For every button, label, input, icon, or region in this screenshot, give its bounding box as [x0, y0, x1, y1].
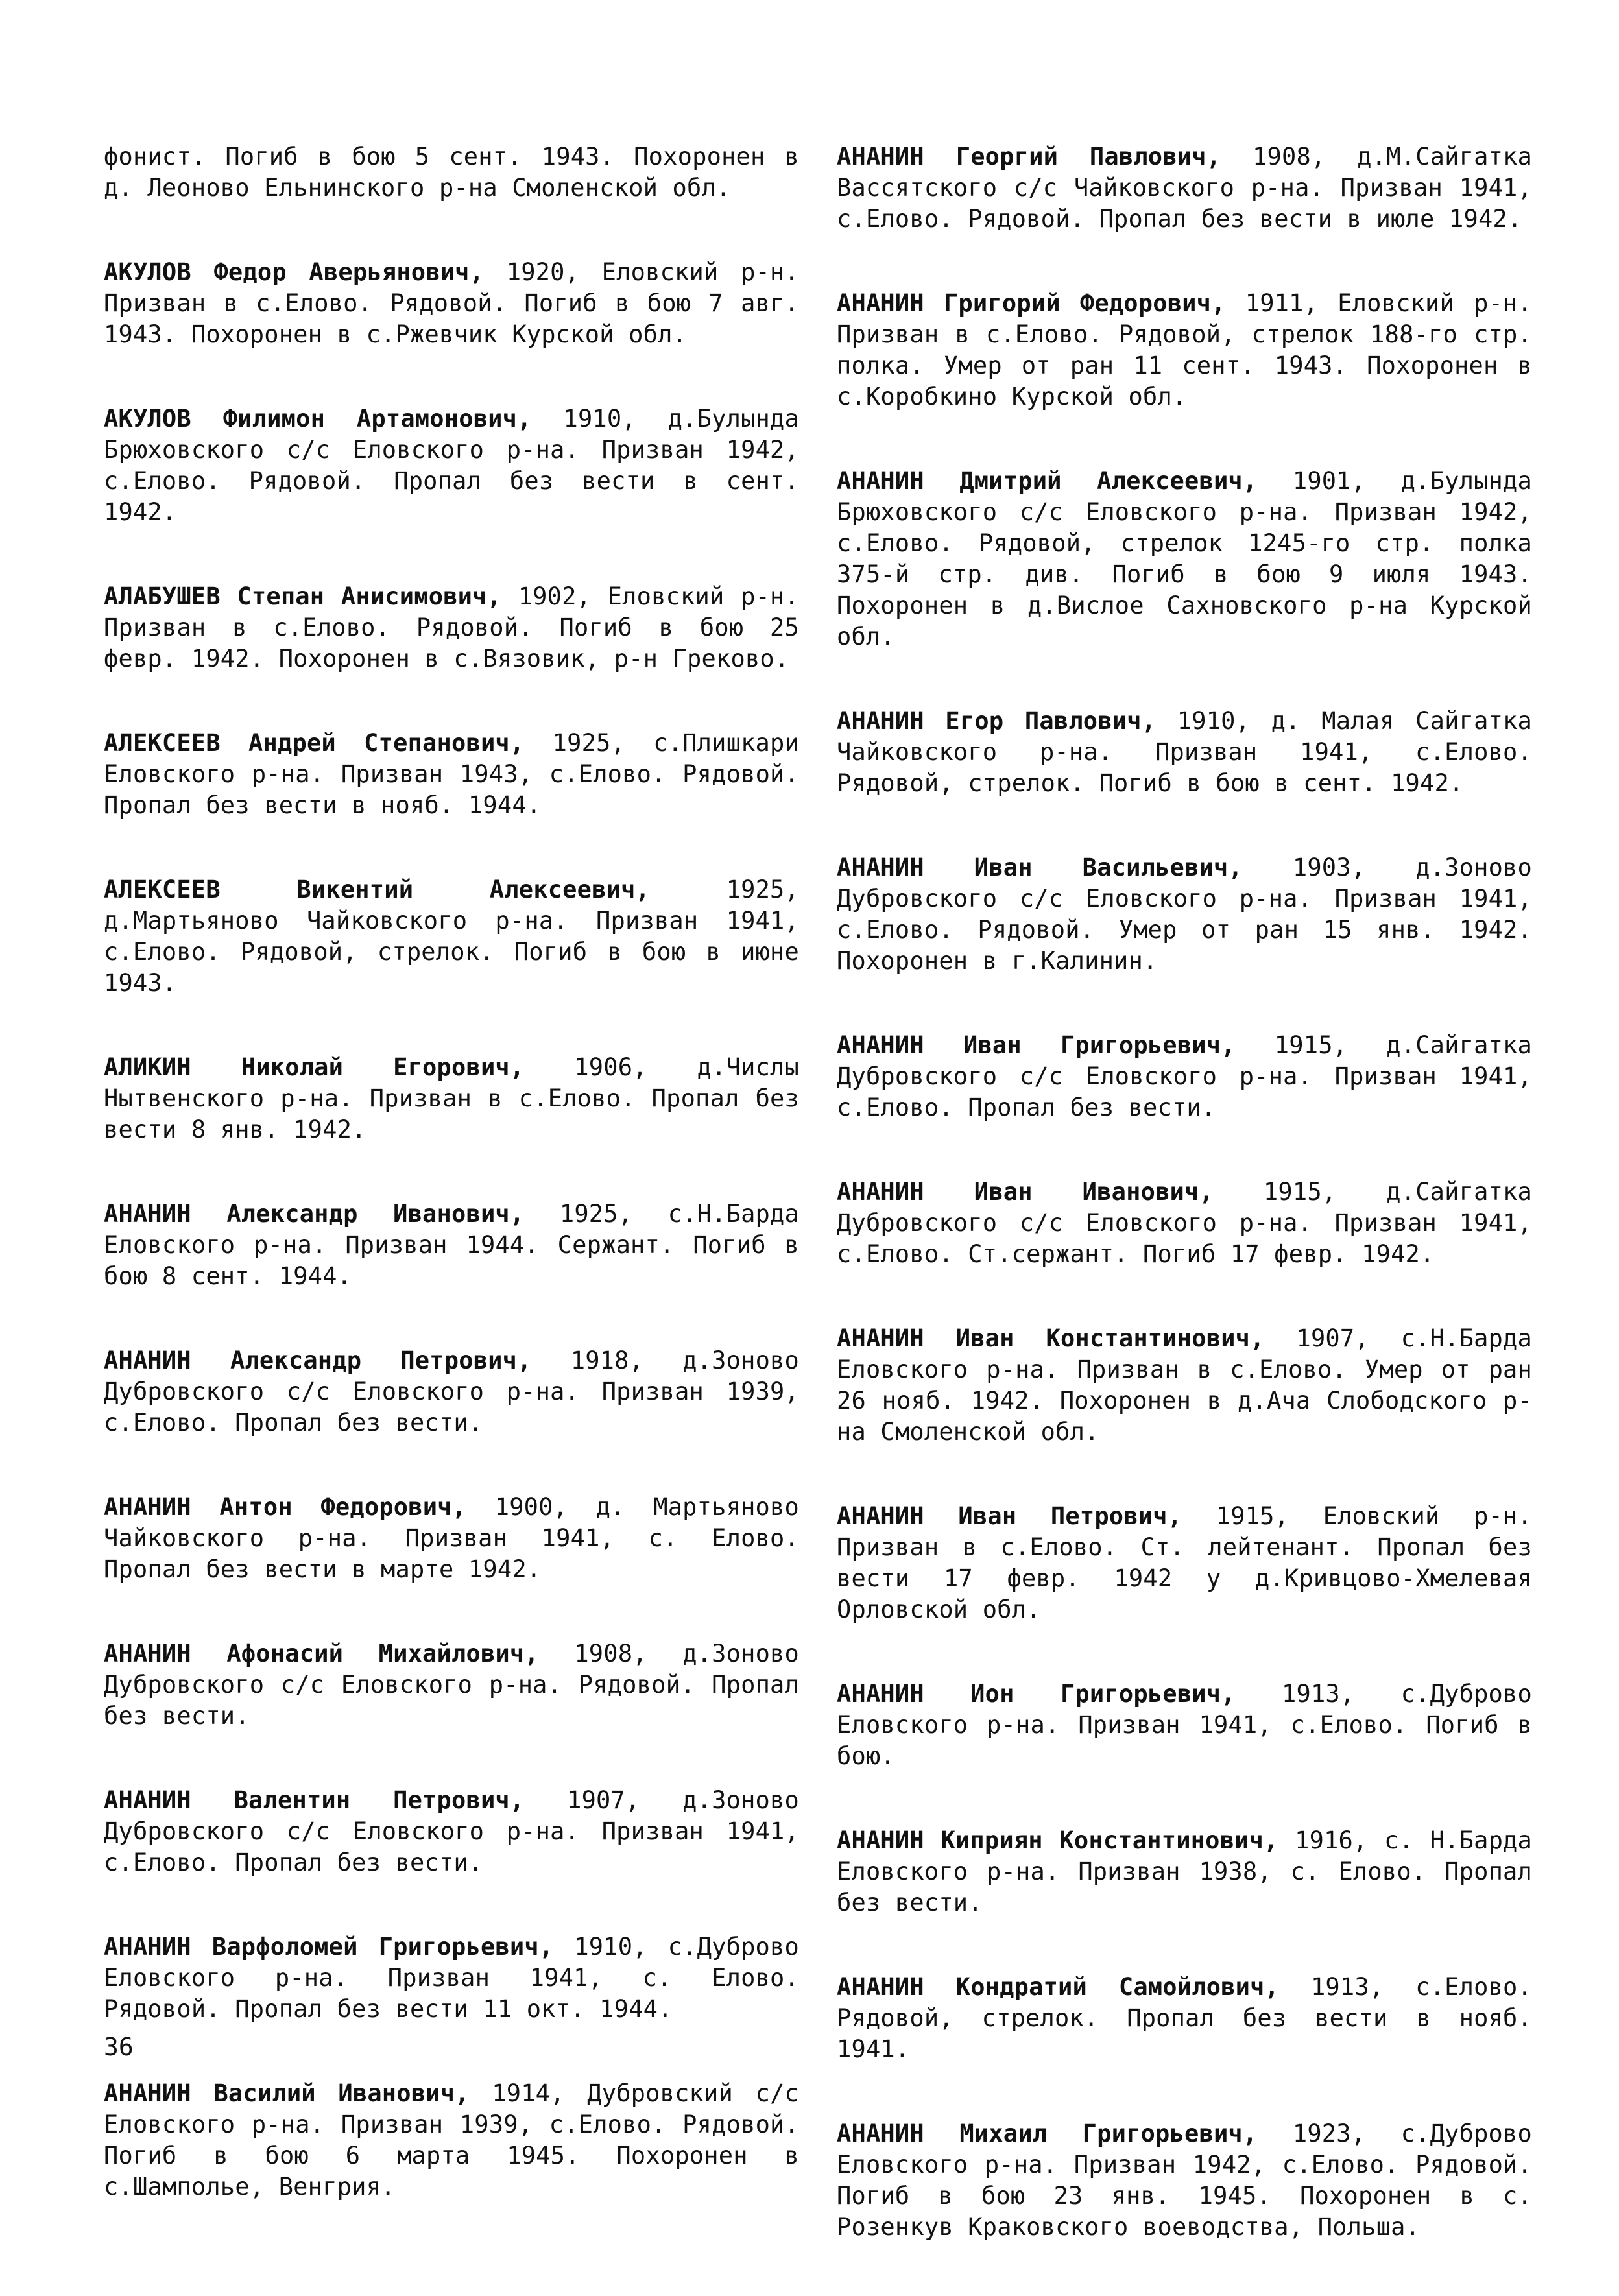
entry-name: АЛИКИН Николай Егорович, — [104, 1053, 525, 1081]
entry-name: АНАНИН Иван Иванович, — [837, 1178, 1214, 1206]
entry-text: 1915, Еловский р-н. Призван в с.Елово. Ст. лейтенант. Пропал без вести 17 февр. 1942 у д.Кривцово-Хмелевая Орловской обл. — [837, 1502, 1532, 1623]
entry — [104, 1638, 799, 1732]
entry — [104, 257, 799, 350]
entry — [837, 1323, 1532, 1448]
entry-text: 1920, Еловский р-н. Призван в с.Елово. Рядовой. Погиб в бою 7 авг. 1943. Похоронен в с.Ржевчик Курской обл. — [104, 258, 799, 348]
entry-text: 1925, с.Плишкари Еловского р-на. Призван 1943, с.Елово. Рядовой. Пропал без вести в нояб. 1944. — [104, 729, 799, 819]
entry — [104, 403, 799, 528]
entry-name: АНАНИН Дмитрий Алексеевич, — [837, 467, 1258, 495]
entry-name: АНАНИН Александр Петрович, — [104, 1346, 532, 1374]
entry — [104, 2078, 799, 2203]
entry-text: 1913, с.Елово. Рядовой, стрелок. Пропал без вести в нояб. 1941. — [837, 1973, 1532, 2063]
entry-name: АЛЕКСЕЕВ Андрей Степанович, — [104, 729, 525, 757]
entry-name: АНАНИН Антон Федорович, — [104, 1493, 467, 1521]
entry-name: АКУЛОВ Федор Аверьянович, — [104, 258, 485, 286]
entry — [104, 728, 799, 821]
entry-name: АНАНИН Михаил Григорьевич, — [837, 2120, 1258, 2147]
entry — [837, 1972, 1532, 2065]
entry — [104, 1052, 799, 1145]
entry-text: 1925, д.Мартьяново Чайковского р-на. Призван 1941, с.Елово. Рядовой, стрелок. Погиб в бою в июне 1943. — [104, 876, 799, 997]
entry-text: 1903, д.Зоново Дубровского с/с Еловского р-на. Призван 1941, с.Елово. Рядовой. Умер от ран 15 янв. 1942. Похоронен в г.Калинин. — [837, 854, 1532, 975]
entry — [104, 1345, 799, 1439]
entry — [104, 141, 799, 204]
entry-text: 1914, Дубровский с/с Еловского р-на. Призван 1939, с.Елово. Рядовой. Погиб в бою 6 марта 1945. Похоронен в с.Шамполье, Венгрия. — [104, 2079, 799, 2201]
entry-text: 1910, д.Булында Брюховского с/с Еловского р-на. Призван 1942, с.Елово. Рядовой. Пропал без вести в сент. 1942. — [104, 405, 799, 526]
entry-text: 1923, с.Дуброво Еловского р-на. Призван 1942, с.Елово. Рядовой. Погиб в бою 23 янв. 1945. Похоронен в с. Розенкув Краковского воеводства, Польша. — [837, 2120, 1532, 2241]
entry — [837, 288, 1532, 413]
entry — [104, 1199, 799, 1292]
entry-name: АНАНИН Георгий Павлович, — [837, 143, 1221, 171]
entry — [837, 852, 1532, 977]
entry-name: АНАНИН Иван Петрович, — [837, 1502, 1182, 1530]
entry-name: АЛАБУШЕВ Степан Анисимович, — [104, 582, 502, 610]
entry-name: АНАНИН Афонасий Михайлович, — [104, 1640, 539, 1668]
entry — [104, 1931, 799, 2025]
left-column — [104, 141, 799, 2256]
entry-name: АНАНИН Валентин Петрович, — [104, 1786, 525, 1814]
entry-text: 1902, Еловский р-н. Призван в с.Елово. Рядовой. Погиб в бою 25 февр. 1942. Похоронен в с.Вязовик, р-н Греково. — [104, 582, 799, 673]
entry-name: АНАНИН Киприян Константинович, — [837, 1826, 1278, 1854]
entry-name: АНАНИН Григорий Федорович, — [837, 289, 1226, 317]
entry-name: АНАНИН Иван Григорьевич, — [837, 1031, 1236, 1059]
entry-text: 1908, д.М.Сайгатка Вассятского с/с Чайковского р-на. Призван 1941, с.Елово. Рядовой. Пропал без вести в июле 1942. — [837, 143, 1532, 233]
entry — [837, 1501, 1532, 1625]
entry-name: АНАНИН Кондратий Самойлович, — [837, 1973, 1280, 2001]
entry-text: 1908, д.Зоново Дубровского с/с Еловского р-на. Рядовой. Пропал без вести. — [104, 1640, 799, 1730]
entry — [837, 466, 1532, 652]
entry — [837, 706, 1532, 799]
entry-text: 1913, с.Дуброво Еловского р-на. Призван 1941, с.Елово. Погиб в бою. — [837, 1680, 1532, 1770]
entry — [104, 1785, 799, 1878]
entry-name: АНАНИН Василий Иванович, — [104, 2079, 470, 2107]
entry-name: АЛЕКСЕЕВ Викентий Алексеевич, — [104, 876, 651, 903]
entry-name: АНАНИН Варфоломей Григорьевич, — [104, 1933, 554, 1961]
entry-text: 1916, с. Н.Барда Еловского р-на. Призван 1938, с. Елово. Пропал без вести. — [837, 1826, 1532, 1917]
entry-name: АНАНИН Иван Константинович, — [837, 1324, 1265, 1352]
entry-text: 1915, д.Сайгатка Дубровского с/с Еловского р-на. Призван 1941, с.Елово. Ст.сержант. Погиб 17 февр. 1942. — [837, 1178, 1532, 1268]
entry-text: 1911, Еловский р-н. Призван в с.Елово. Рядовой, стрелок 188-го стр. полка. Умер от ран 11 сент. 1943. Похоронен в с.Коробкино Курской обл. — [837, 289, 1532, 411]
entry — [104, 874, 799, 999]
entry — [837, 1177, 1532, 1270]
entry — [104, 581, 799, 675]
page-number: 36 — [104, 2033, 134, 2061]
entry-text: 1918, д.Зоново Дубровского с/с Еловского р-на. Призван 1939, с.Елово. Пропал без вести. — [104, 1346, 800, 1437]
entry-text: 1901, д.Булында Брюховского с/с Еловского р-на. Призван 1942, с.Елово. Рядовой, стрелок 1245-го стр. полка 375-й стр. див. Погиб в бою 9 июля 1943. Похоронен в д.Вислое Сахновского р-на Курской обл. — [837, 467, 1532, 651]
entry-text: 1907, д.Зоново Дубровского с/с Еловского р-на. Призван 1941, с.Елово. Пропал без вести. — [104, 1786, 799, 1876]
entry-text: фонист. Погиб в бою 5 сент. 1943. Похоронен в д. Леоново Ельнинского р-на Смоленской обл. — [104, 143, 799, 202]
entry-text: 1900, д. Мартьяново Чайковского р-на. Призван 1941, с. Елово. Пропал без вести в марте 1942. — [104, 1493, 799, 1583]
entry — [837, 1825, 1532, 1919]
entry-text: 1906, д.Числы Нытвенского р-на. Призван в с.Елово. Пропал без вести 8 янв. 1942. — [104, 1053, 799, 1143]
entry-text: 1907, с.Н.Барда Еловского р-на. Призван в с.Елово. Умер от ран 26 нояб. 1942. Похоронен в д.Ача Слободского р-на Смоленской обл. — [837, 1324, 1532, 1446]
entry — [837, 2118, 1532, 2243]
entry — [837, 1679, 1532, 1772]
entry-name: АНАНИН Иван Васильевич, — [837, 854, 1243, 881]
entry — [104, 1492, 799, 1585]
entry — [837, 1030, 1532, 1123]
entry-name: АНАНИН Александр Иванович, — [104, 1200, 525, 1228]
entry-text: 1925, с.Н.Барда Еловского р-на. Призван 1944. Сержант. Погиб в бою 8 сент. 1944. — [104, 1200, 799, 1290]
entry-name: АНАНИН Егор Павлович, — [837, 707, 1157, 735]
entry-text: 1915, д.Сайгатка Дубровского с/с Еловского р-на. Призван 1941, с.Елово. Пропал без вести. — [837, 1031, 1533, 1121]
entry-text: 1910, д. Малая Сайгатка Чайковского р-на. Призван 1941, с.Елово. Рядовой, стрелок. Погиб в бою в сент. 1942. — [837, 707, 1532, 797]
entry-text: 1910, с.Дуброво Еловского р-на. Призван 1941, с. Елово. Рядовой. Пропал без вести 11 окт. 1944. — [104, 1933, 799, 2023]
entry-name: АНАНИН Ион Григорьевич, — [837, 1680, 1236, 1708]
entry-name: АКУЛОВ Филимон Артамонович, — [104, 405, 532, 433]
right-column — [837, 141, 1532, 2296]
entry — [837, 141, 1532, 235]
